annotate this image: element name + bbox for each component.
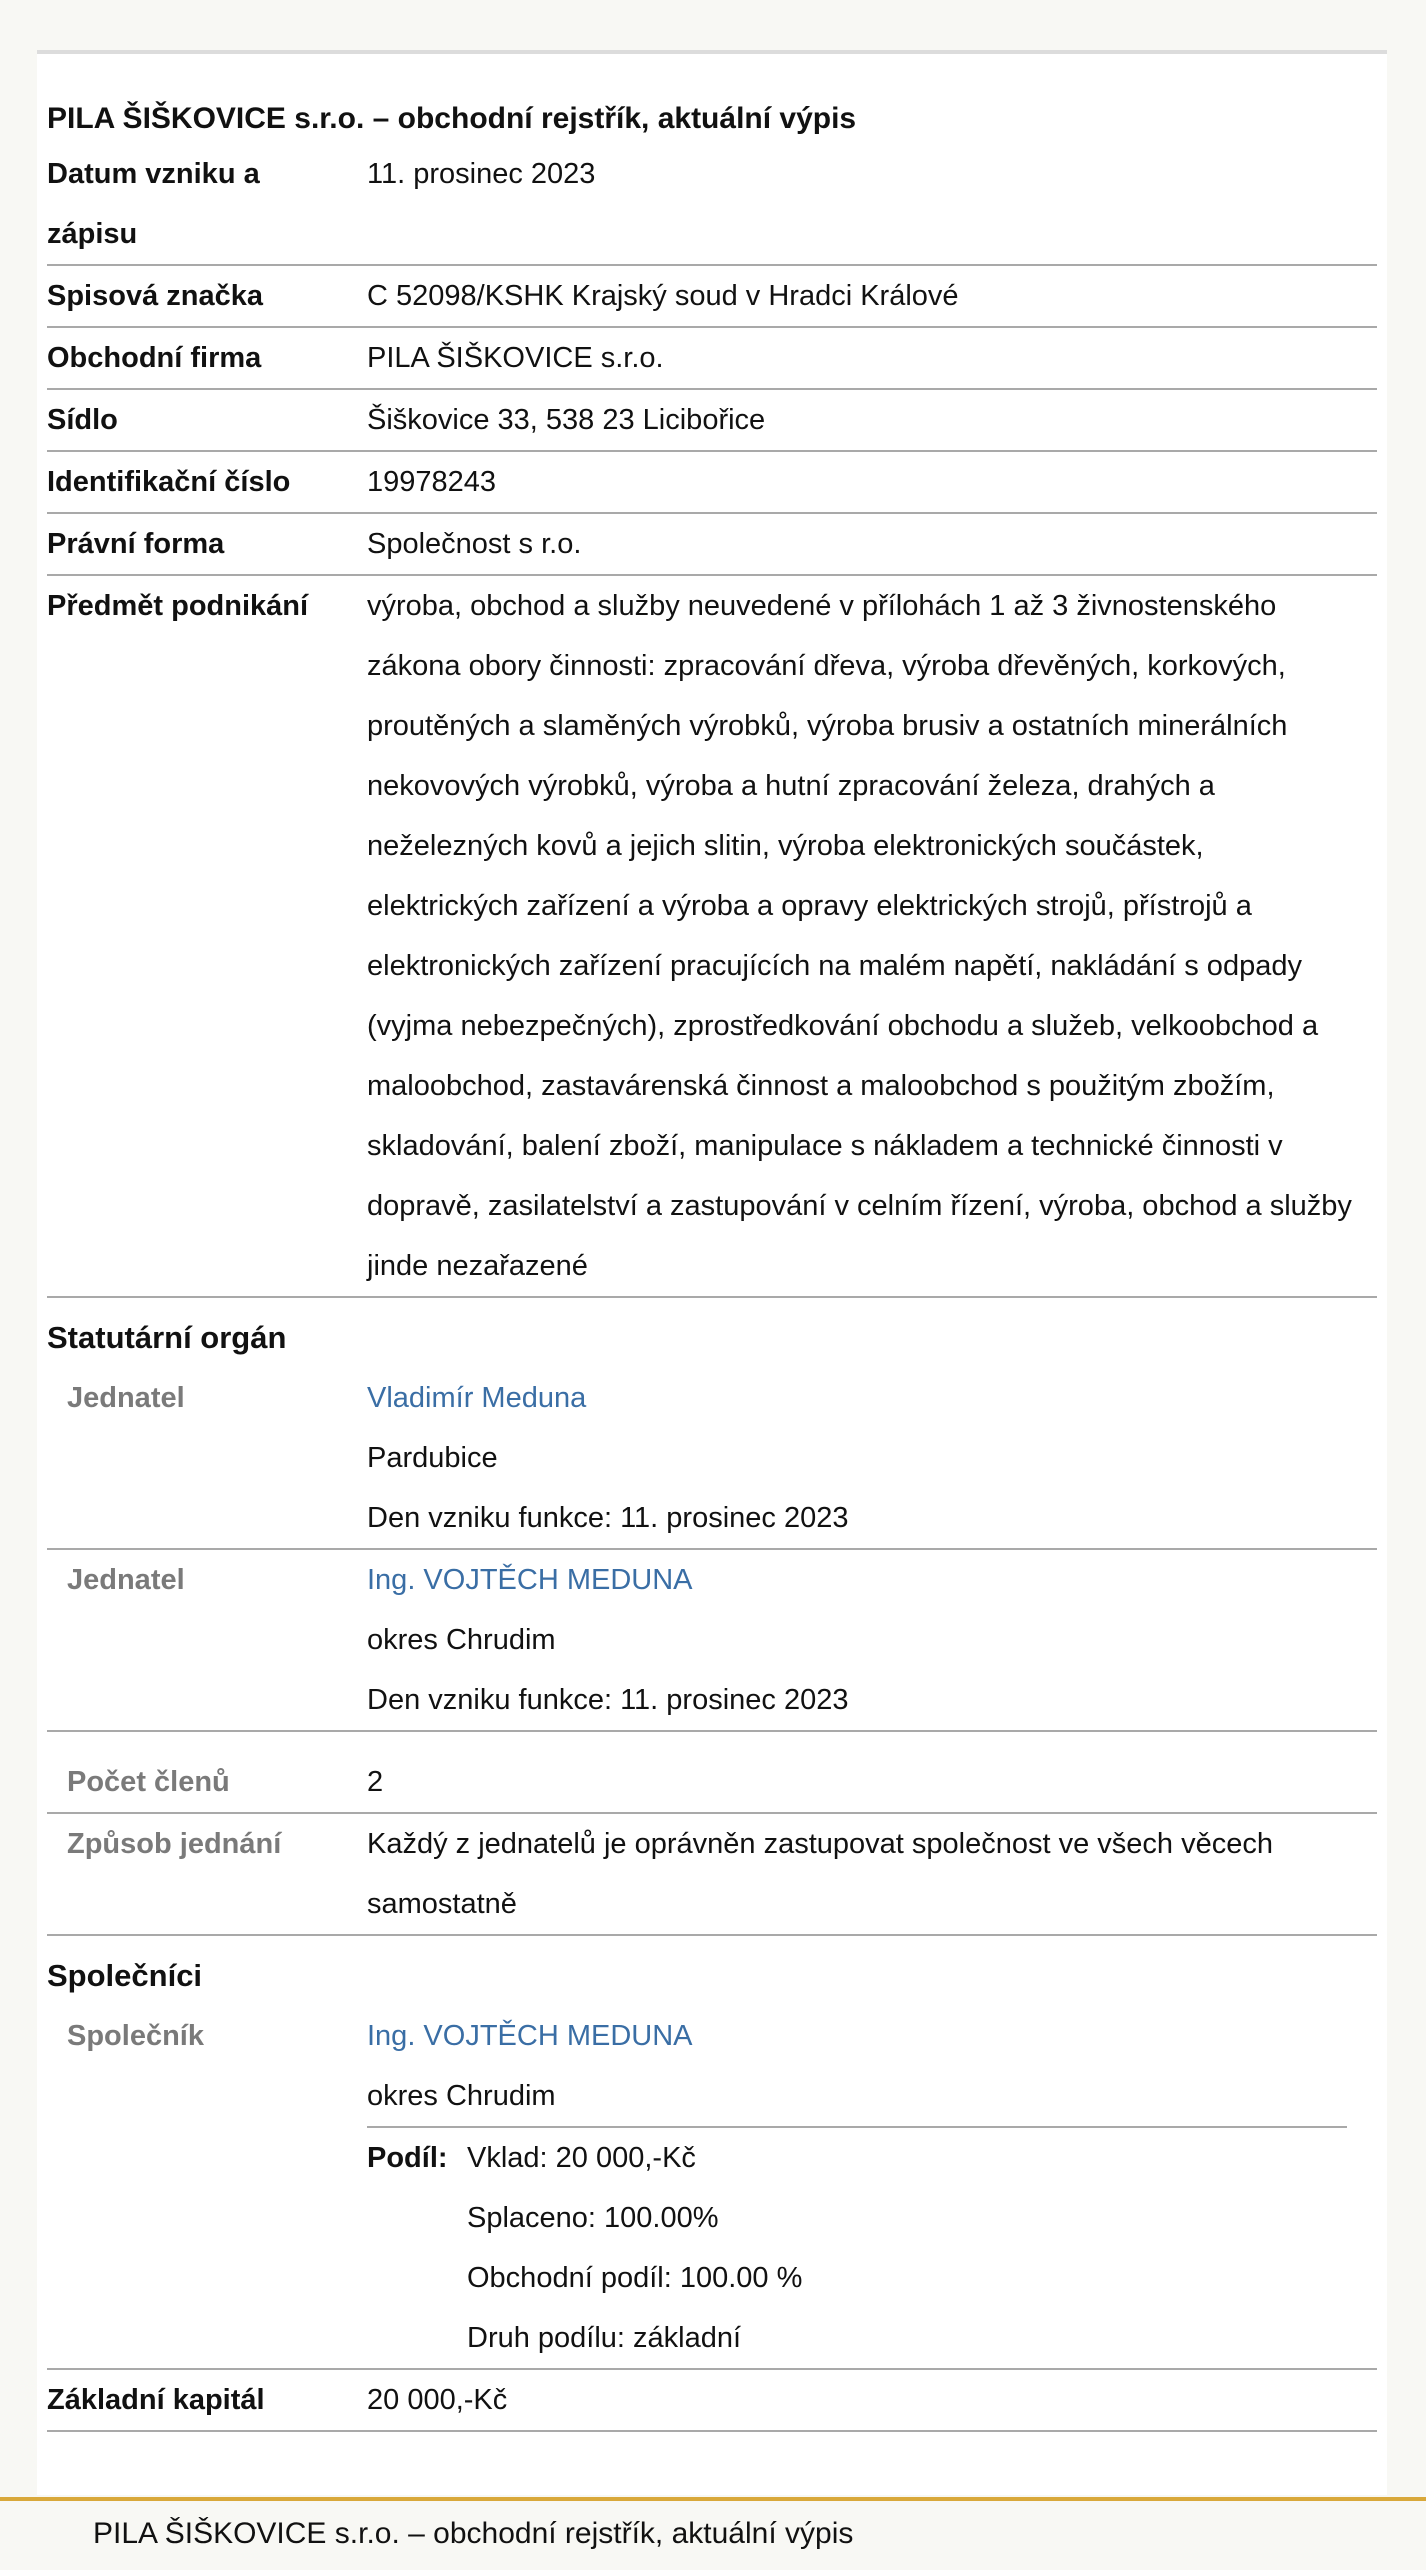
member-since: Den vzniku funkce: 11. prosinec 2023: [367, 1684, 849, 1716]
row-label: Spisová značka: [47, 280, 263, 312]
row-zakladni-kapital: [47, 2370, 1377, 2432]
member-role: Jednatel: [67, 1564, 185, 1596]
row-pravni-forma: [47, 514, 1377, 576]
member-jednatel-2: [47, 1550, 1377, 1732]
section-heading-spolecnici: Společníci: [47, 1958, 203, 1993]
row-value: C 52098/KSHK Krajský soud v Hradci Králové: [367, 280, 959, 312]
row-value: Každý z jednatelů je oprávněn zastupovat společnost ve všech věcech samostatně: [367, 1828, 1273, 1920]
member-place: okres Chrudim: [367, 1624, 556, 1656]
row-value: 20 000,-Kč: [367, 2384, 508, 2416]
member-role: Jednatel: [67, 1382, 185, 1414]
register-extract-card: [37, 50, 1387, 2495]
row-value: Šiškovice 33, 538 23 Licibořice: [367, 404, 766, 436]
footer-title: PILA ŠIŠKOVICE s.r.o. – obchodní rejstřík, aktuální výpis: [0, 2497, 1426, 2570]
page-title: PILA ŠIŠKOVICE s.r.o. – obchodní rejstřík, aktuální výpis: [47, 102, 857, 135]
member-since: Den vzniku funkce: 11. prosinec 2023: [367, 1502, 849, 1534]
row-value: 11. prosinec 2023: [367, 158, 596, 190]
section-heading-statutarni-organ: Statutární orgán: [47, 1320, 287, 1355]
row-value: Společnost s r.o.: [367, 528, 582, 560]
row-label: Právní forma: [47, 528, 225, 560]
row-label: Způsob jednání: [67, 1828, 282, 1860]
row-ico: [47, 452, 1377, 514]
share-label: Podíl:: [367, 2142, 448, 2174]
partner-name-link[interactable]: Ing. VOJTĚCH MEDUNA: [367, 2020, 693, 2052]
row-value: 19978243: [367, 466, 497, 498]
member-place: Pardubice: [367, 1442, 498, 1474]
row-value: 2: [367, 1766, 384, 1798]
row-pocet-clenu: [47, 1752, 1377, 1814]
member-name-link[interactable]: Vladimír Meduna: [367, 1382, 587, 1414]
row-label: Obchodní firma: [47, 342, 262, 374]
row-value: PILA ŠIŠKOVICE s.r.o.: [367, 342, 664, 374]
partner-place: okres Chrudim: [367, 2080, 556, 2112]
row-label: Předmět podnikání: [47, 590, 309, 622]
row-label: Počet členů: [67, 1766, 230, 1798]
row-zpusob-jednani: [47, 1814, 1377, 1936]
row-spisova-znacka: [47, 266, 1377, 328]
partner-role: Společník: [67, 2020, 204, 2052]
member-name-link[interactable]: Ing. VOJTĚCH MEDUNA: [367, 1564, 693, 1596]
row-obchodni-firma: [47, 328, 1377, 390]
row-label: Sídlo: [47, 404, 118, 436]
row-value: výroba, obchod a služby neuvedené v přílohách 1 až 3 živnostenského zákona obory činnosti: zpracování dřeva, výroba dřevěných, korkových, proutěných a slaměných výrobků, výroba brusiv a ostatních minerálních nekovových výrobků, výroba a hutní zpracování železa, drahých a neželezných kovů a jejich slitin, výroba elektronických součástek, elektrických zařízení a výroba a opravy elektrických strojů, přístrojů a elektronických zařízení pracujících na malém napětí, nakládání s odpady (vyjma nebezpečných), zprostředkování obchodu a služeb, velkoobchod a maloobchod, zastavárenská činnost a maloobchod s použitým zbožím, skladování, balení zboží, manipulace s nákladem a technické činnosti v dopravě, zasilatelství a zastupování v celním řízení, výroba, obchod a služby jinde nezařazené: [367, 590, 1352, 1282]
row-label: Identifikační číslo: [47, 466, 291, 498]
row-sidlo: [47, 390, 1377, 452]
share-details: Vklad: 20 000,-Kč Splaceno: 100.00% Obchodní podíl: 100.00 % Druh podílu: základní: [467, 2142, 803, 2354]
partner-spolecnik: [47, 2006, 1377, 2370]
row-label: Datum vzniku a zápisu: [47, 158, 260, 250]
row-label: Základní kapitál: [47, 2384, 265, 2416]
row-predmet-podnikani: [47, 576, 1377, 1298]
row-datum-vzniku: [47, 144, 1377, 266]
share-block: [367, 2126, 1347, 2368]
member-jednatel-1: [47, 1368, 1377, 1550]
spacer: [47, 1732, 1377, 1752]
